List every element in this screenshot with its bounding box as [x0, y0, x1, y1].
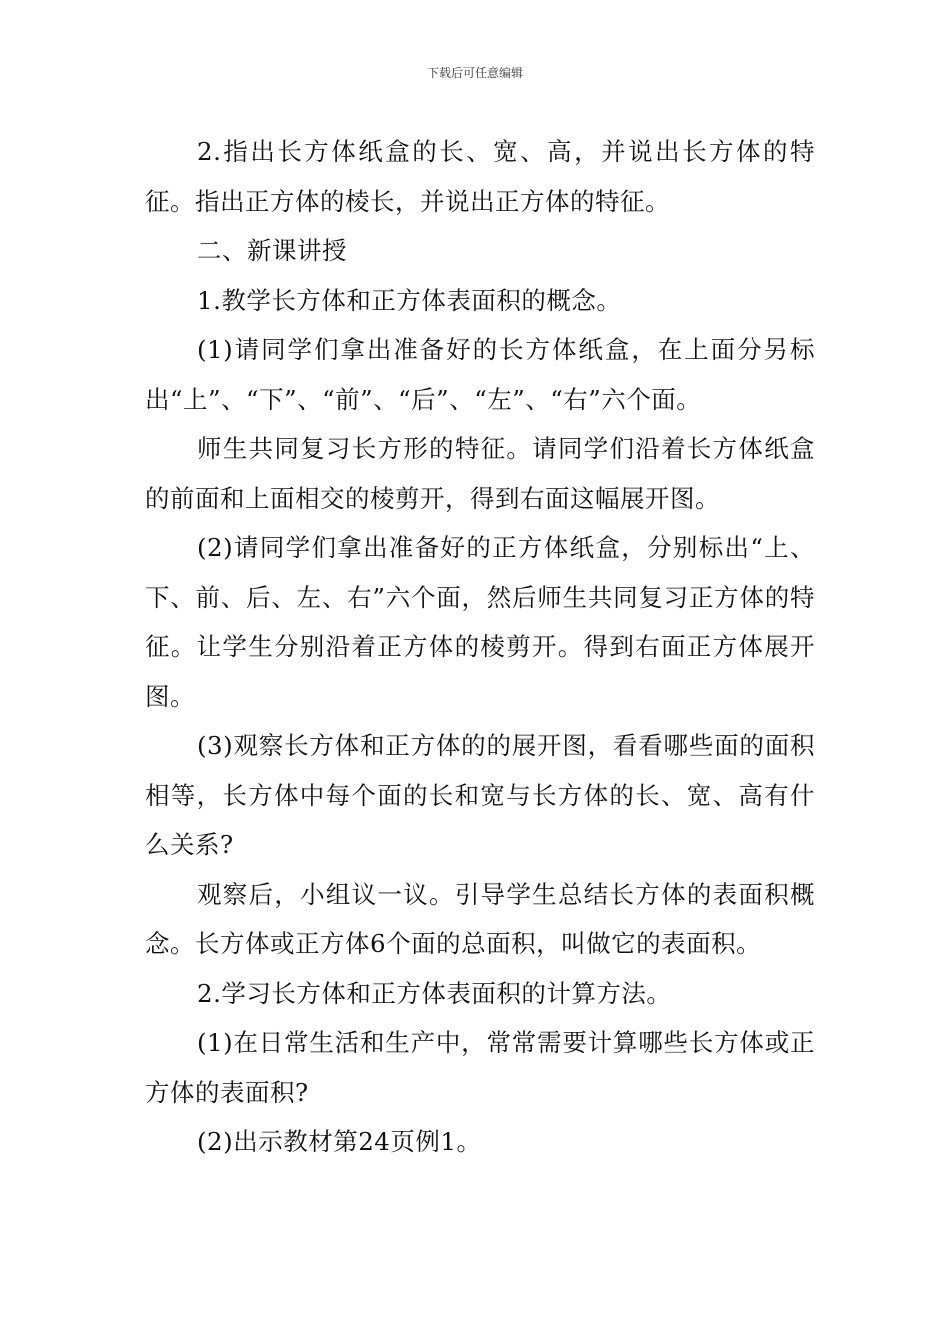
paragraph-cuboid-box: (1)请同学们拿出准备好的长方体纸盒，在上面分另标出“上”、“下”、“前”、“后”、“左”、“右”六个面。: [145, 335, 815, 414]
page-header: 下载后可任意编辑: [426, 66, 523, 80]
paragraph-textbook-example: (2)出示教材第24页例1。: [197, 1127, 482, 1156]
paragraph-daily-life-question: (1)在日常生活和生产中，常常需要计算哪些长方体或正方体的表面积?: [145, 1028, 815, 1107]
paragraph-calculation-heading: 2.学习长方体和正方体表面积的计算方法。: [197, 978, 672, 1008]
paragraph-features: 2.指出长方体纸盒的长、宽、高，并说出长方体的特征。指出正方体的棱长，并说出正方体的特征。: [145, 137, 815, 216]
paragraph-review-rectangle: 师生共同复习长方形的特征。请同学们沿着长方体纸盒的前面和上面相交的棱剪开，得到右面这幅展开图。: [145, 434, 815, 513]
paragraph-cube-box: (2)请同学们拿出准备好的正方体纸盒，分别标出“上、下、前、后、左、右”六个面，然后师生共同复习正方体的特征。让学生分别沿着正方体的棱剪开。得到右面正方体展开图。: [145, 533, 815, 711]
document-body: [145, 127, 815, 1167]
section-heading-new-lesson: 二、新课讲授: [197, 236, 347, 265]
paragraph-observe-nets: (3)观察长方体和正方体的的展开图，看看哪些面的面积相等，长方体中每个面的长和宽与长方体的长、宽、高有什么关系?: [145, 731, 815, 859]
paragraph-concept-heading: 1.教学长方体和正方体表面积的概念。: [197, 285, 622, 315]
paragraph-surface-area-definition: 观察后，小组议一议。引导学生总结长方体的表面积概念。长方体或正方体6个面的总面积，叫做它的表面积。: [145, 879, 815, 958]
